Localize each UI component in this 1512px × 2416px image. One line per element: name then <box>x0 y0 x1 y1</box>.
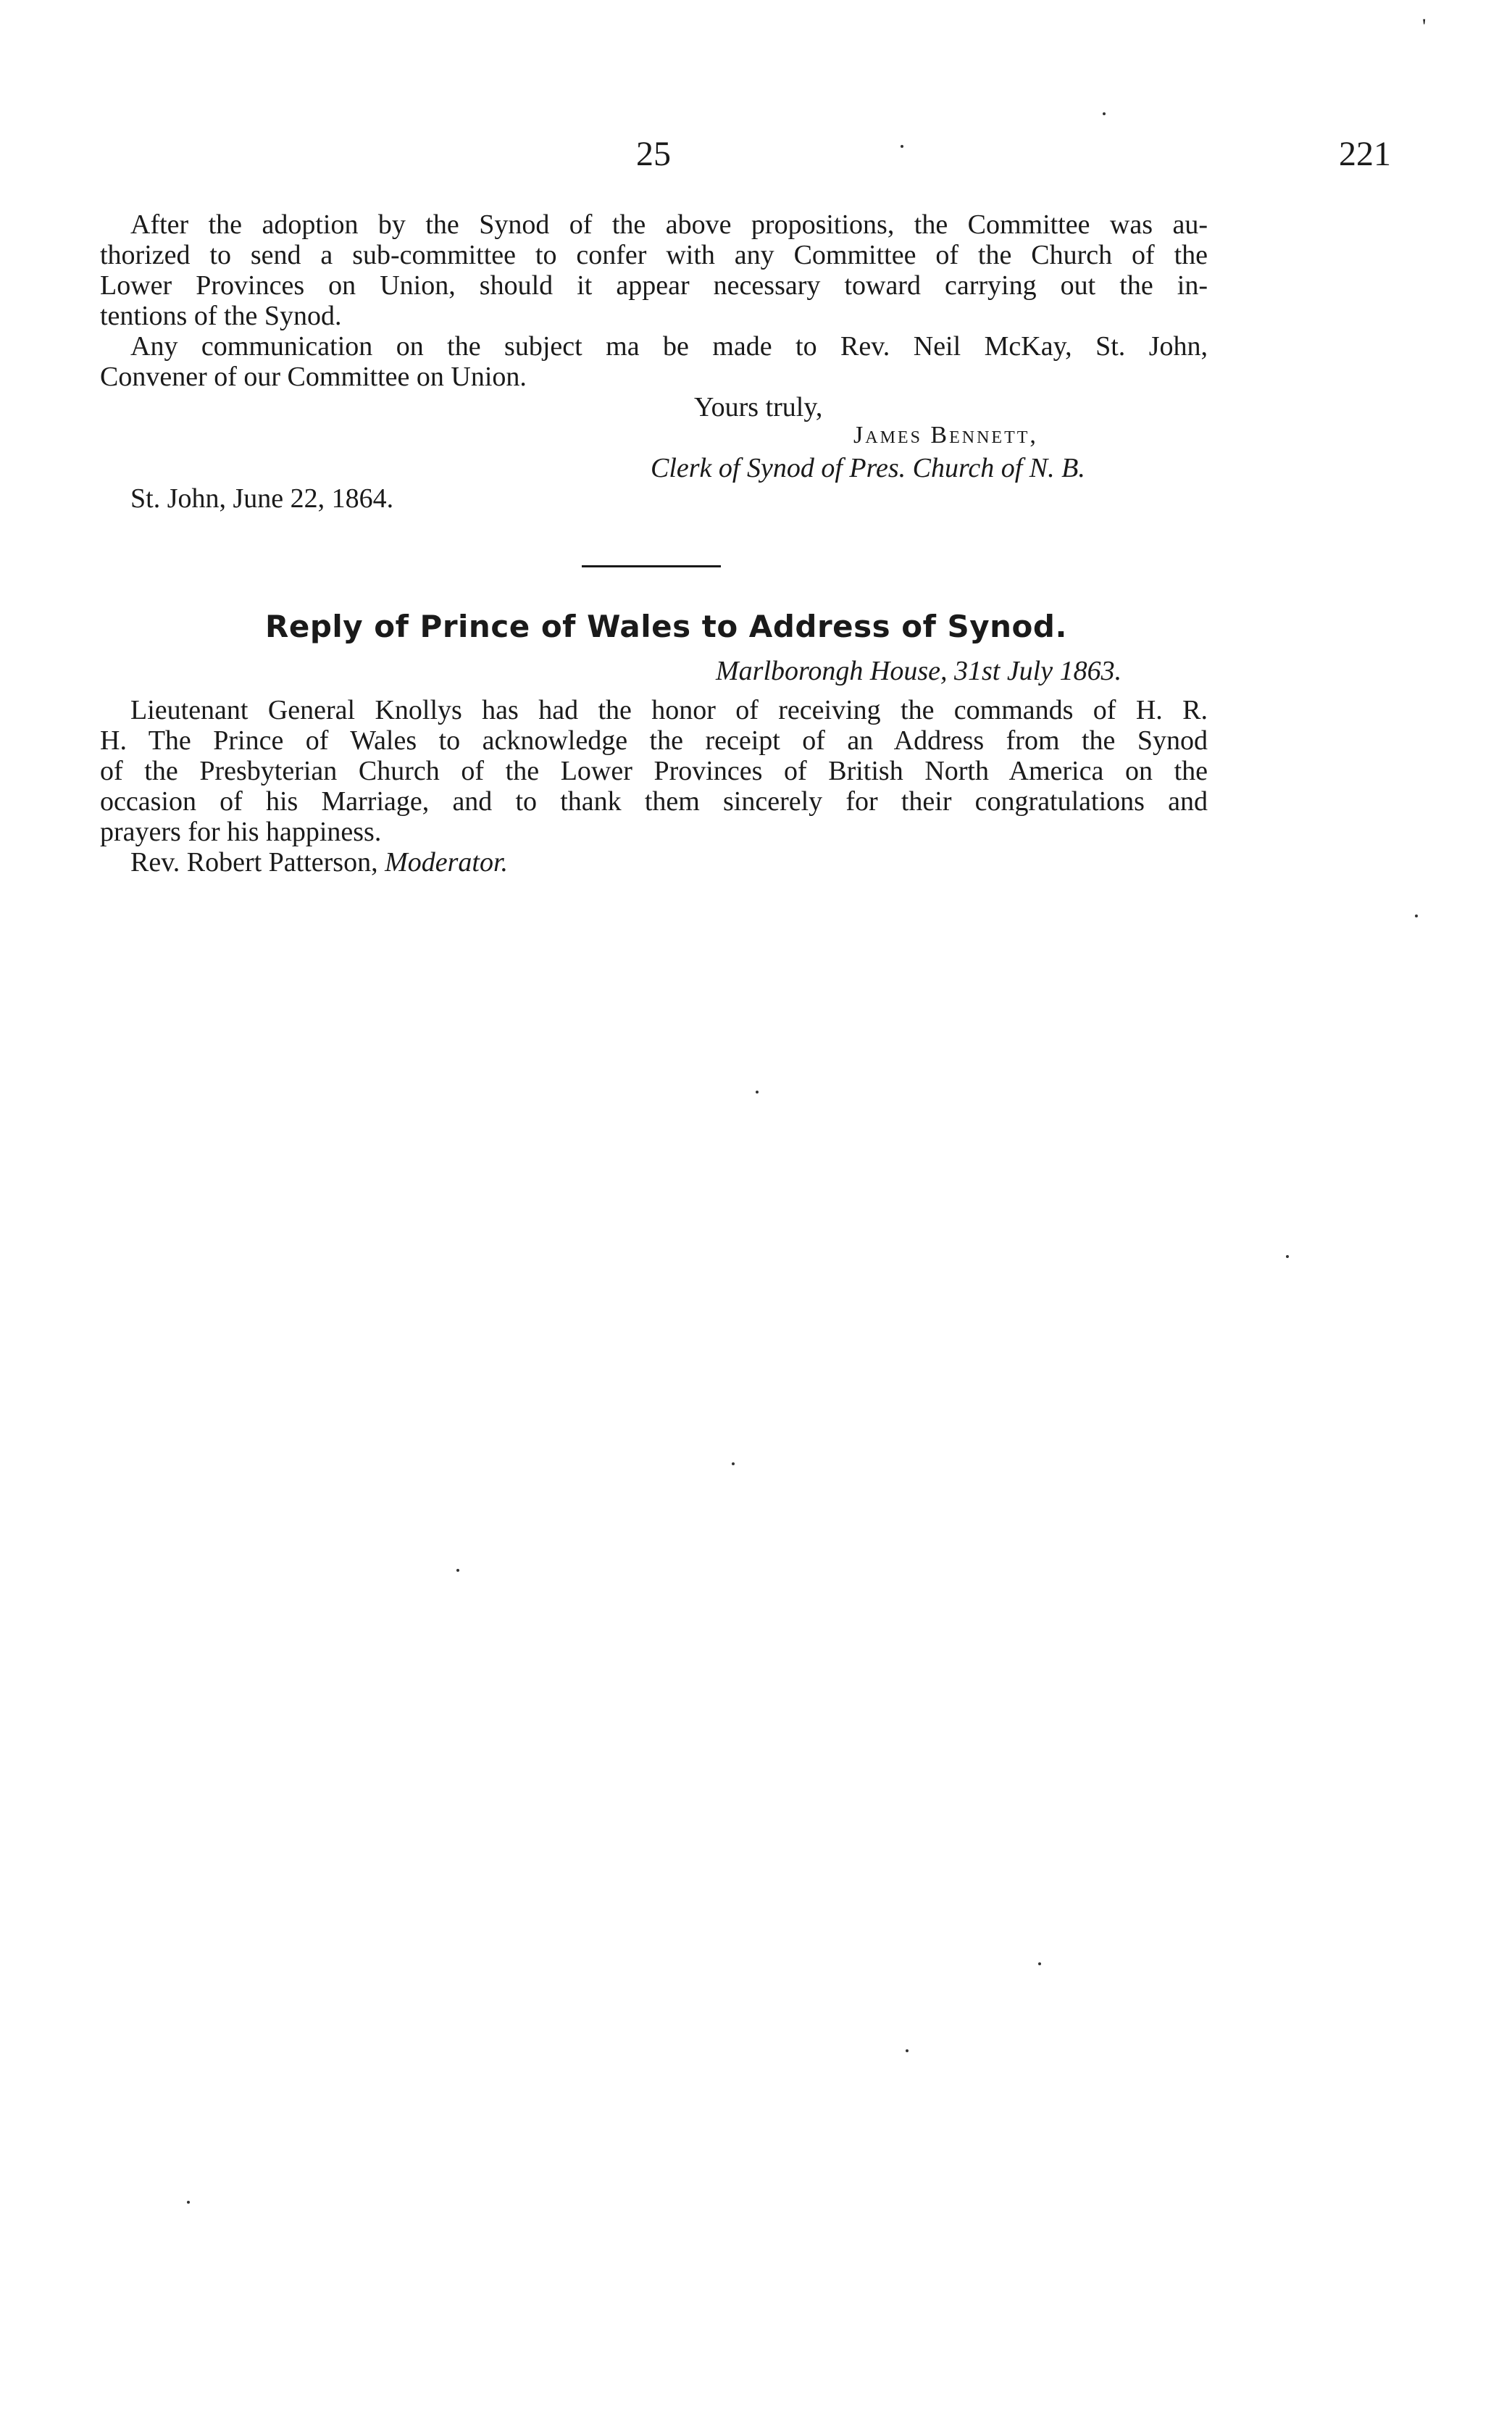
letter-date: St. John, June 22, 1864. <box>130 483 394 514</box>
scan-speck <box>756 1091 759 1094</box>
page-number-center: 25 <box>636 135 671 173</box>
scan-speck <box>732 1462 735 1465</box>
scan-speck <box>1038 1962 1041 1965</box>
scan-speck <box>1103 112 1106 115</box>
corner-mark: ' <box>1422 14 1427 38</box>
scan-speck <box>1286 1255 1289 1258</box>
letter-line-6: Convener of our Committee on Union. <box>100 362 527 392</box>
reply-dateline: Marlborongh House, 31st July 1863. <box>716 656 1122 686</box>
letter-closing: Yours truly, <box>694 392 823 422</box>
letter-signature: James Bennett, <box>853 422 1038 449</box>
reply-addressee-line <box>130 846 508 878</box>
reply-line-1: Lieutenant General Knollys has had the honor of receiving the commands of H. R. <box>130 695 1208 725</box>
letter-line-3: Lower Provinces on Union, should it appear necessary toward carrying out the in- <box>100 270 1208 301</box>
reply-line-4: occasion of his Marriage, and to thank them sincerely for their congratulations and <box>100 786 1208 817</box>
letter-line-2: thorized to send a sub-committee to confer with any Committee of the Church of the <box>100 240 1208 270</box>
reply-line-2: H. The Prince of Wales to acknowledge the receipt of an Address from the Synod <box>100 725 1208 756</box>
reply-addressee-title: Moderator. <box>385 847 509 878</box>
section-divider <box>582 565 721 567</box>
letter-line-5: Any communication on the subject ma be made to Rev. Neil McKay, St. John, <box>130 331 1208 362</box>
scan-speck <box>906 2049 909 2052</box>
page-number-right: 221 <box>1339 135 1391 173</box>
letter-line-4: tentions of the Synod. <box>100 301 342 331</box>
reply-line-5: prayers for his happiness. <box>100 817 382 847</box>
scan-speck <box>1415 915 1418 917</box>
scan-speck <box>901 145 903 148</box>
reply-heading: Reply of Prince of Wales to Address of Synod. <box>265 609 1067 644</box>
scan-speck <box>456 1569 459 1572</box>
letter-line-1: After the adoption by the Synod of the above propositions, the Committee was au- <box>130 209 1208 240</box>
reply-addressee: Rev. Robert Patterson, <box>130 847 378 878</box>
reply-line-3: of the Presbyterian Church of the Lower Provinces of British North America on the <box>100 756 1208 786</box>
letter-signature-title: Clerk of Synod of Pres. Church of N. B. <box>651 453 1085 483</box>
scan-speck <box>187 2201 190 2204</box>
